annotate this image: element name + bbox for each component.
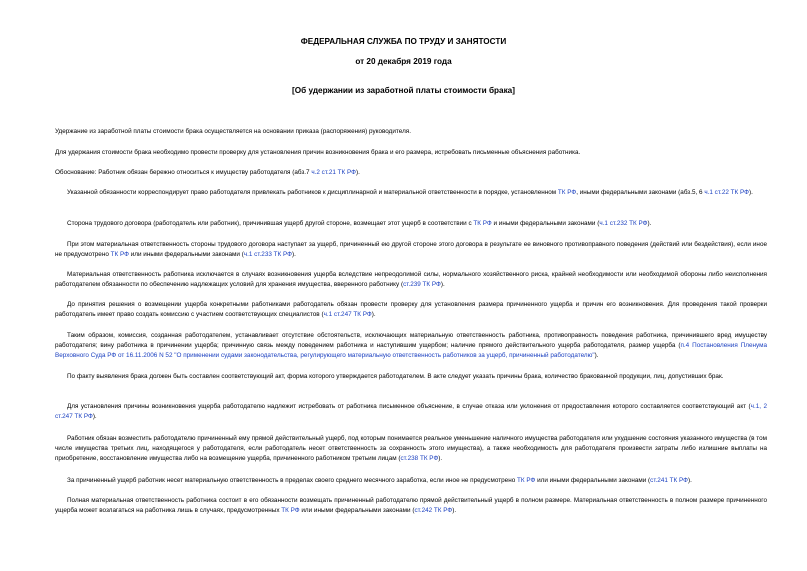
paragraph-text: Обоснование: Работник обязан бережно относиться к имуществу работодателя (абз.7 bbox=[55, 169, 312, 176]
paragraph-text: ). bbox=[440, 281, 445, 289]
paragraph-text: или иными федеральными законами ( bbox=[535, 477, 651, 484]
paragraph-text: Сторона трудового договора (работодатель или работник), причинившая ущерб другой стороне, возмещает этот ущерб в соответствии с bbox=[67, 220, 474, 227]
paragraph-text: ). bbox=[92, 413, 97, 421]
paragraph bbox=[55, 219, 767, 229]
paragraph-text: или иными федеральными законами ( bbox=[128, 251, 244, 259]
paragraph-text: ). bbox=[291, 251, 296, 259]
legal-reference-link[interactable]: ч.2 ст.21 ТК РФ bbox=[311, 169, 356, 176]
paragraph-text: ). bbox=[748, 189, 753, 196]
paragraph-text: ). bbox=[594, 352, 599, 360]
paragraph bbox=[55, 402, 767, 422]
paragraph bbox=[55, 331, 767, 362]
paragraph-text: ). bbox=[687, 477, 692, 484]
legal-reference-link[interactable]: ТК РФ bbox=[281, 507, 300, 515]
legal-reference-link[interactable]: ст.242 ТК РФ bbox=[414, 507, 453, 515]
legal-reference-link[interactable]: ст.241 ТК РФ bbox=[650, 477, 688, 484]
agency-title: ФЕДЕРАЛЬНАЯ СЛУЖБА ПО ТРУДУ И ЗАНЯТОСТИ bbox=[300, 37, 507, 46]
paragraph bbox=[55, 300, 767, 320]
paragraph bbox=[55, 168, 767, 178]
legal-reference-link[interactable]: ТК РФ bbox=[557, 189, 577, 196]
paragraph-text: ). bbox=[371, 311, 376, 319]
legal-reference-link[interactable]: ТК РФ bbox=[516, 477, 536, 484]
paragraph-text: За причиненный ущерб работник несет материальную ответственность в пределах своего среднего месячного заработка, если иное не предусмотрено bbox=[67, 477, 517, 484]
legal-reference-link[interactable]: ст.238 ТК РФ bbox=[400, 455, 439, 463]
paragraph-text: Полная материальная ответственность работника состоит в его обязанности возмещать причиненный работодателю прямой действительный ущерб в полном размере. Материальная ответственность в полном размере причиненного ущерба может возлагаться на работника лишь в случаях, предусмотренных bbox=[55, 497, 767, 515]
document-date: от 20 декабря 2019 года bbox=[355, 57, 452, 66]
paragraph bbox=[55, 476, 767, 486]
legal-reference-link[interactable]: ТК РФ bbox=[473, 220, 492, 227]
paragraph-text: ). bbox=[355, 169, 360, 176]
paragraph-text: и иными федеральными законами ( bbox=[491, 220, 600, 227]
paragraph-text: До принятия решения о возмещении ущерба конкретными работниками работодатель обязан провести проверку для установления размера причиненного ущерба и причин его возникновения. Для проведения такой проверки работодатель имеет право создать комиссию с участием соответствующих специалистов ( bbox=[55, 301, 767, 319]
paragraph-text: или иными федеральными законами ( bbox=[299, 507, 415, 515]
legal-reference-link[interactable]: ч.1, 2 ст.247 ТК РФ bbox=[55, 403, 768, 421]
legal-reference-link[interactable]: ч.1 ст.233 ТК РФ bbox=[243, 251, 292, 259]
paragraph-text: Указанной обязанности корреспондирует право работодателя привлекать работников к дисциплинарной и материальной ответственности в порядке, установленном bbox=[67, 189, 558, 196]
paragraph-text: При этом материальная ответственность стороны трудового договора наступает за ущерб, причиненный ею другой стороне этого договора в результате ее виновного противоправного поведения (действий или бездействия), если иное не предусмотрено bbox=[55, 241, 767, 259]
paragraph-text: Удержание из заработной платы стоимости брака осуществляется на основании приказа (распоряжения) руководителя. bbox=[55, 128, 411, 135]
legal-reference-link[interactable]: ТК РФ bbox=[110, 251, 129, 259]
paragraph bbox=[55, 372, 767, 382]
legal-reference-link[interactable]: ст.239 ТК РФ bbox=[403, 281, 441, 289]
paragraph bbox=[55, 434, 767, 465]
paragraph bbox=[55, 188, 767, 198]
paragraph bbox=[55, 240, 767, 260]
document-title: [Об удержании из заработной платы стоимости брака] bbox=[292, 86, 515, 95]
paragraph-text: Таким образом, комиссия, созданная работодателем, устанавливает отсутствие обстоятельств, исключающих материальную ответственность работника, противоправность поведения работника, причинившего вред имуществу работодателя; вину работника в причинении ущерба; причинную связь между поведением работника и наступившим ущербом; наличие прямого действительного ущерба работодателя, размер ущерба ( bbox=[55, 332, 767, 350]
legal-reference-link[interactable]: ч.1 ст.22 ТК РФ bbox=[704, 189, 749, 196]
paragraph-text: ). bbox=[647, 220, 652, 227]
legal-reference-link[interactable]: ч.1 ст.232 ТК РФ bbox=[599, 220, 648, 227]
paragraph bbox=[55, 496, 767, 516]
paragraph-text: Материальная ответственность работника исключается в случаях возникновения ущерба вследствие непреодолимой силы, нормального хозяйственного риска, крайней необходимости или необходимой обороны либо неисполнения работодателем обязанности по обеспечению надлежащих условий для хранения имущества, вверенного работнику ( bbox=[55, 271, 767, 289]
paragraph-text: Работник обязан возместить работодателю причиненный ему прямой действительный ущерб, под которым понимается реальное уменьшение наличного имущества работодателя или ухудшение состояния указанного имущества (в том числе имущества третьих лиц, находящегося у работодателя, если работодатель несет ответственность за сохранность этого имущества), а также необходимость для работодателя произвести затраты либо излишние выплаты на приобретение, восстановление имущества либо на возмещение ущерба, причиненного работником третьим лицам ( bbox=[55, 435, 767, 463]
paragraph-text: Для установления причины возникновения ущерба работодателю надлежит истребовать от работника письменное объяснение, в случае отказа или уклонения от предоставления которого составляется соответствующий акт ( bbox=[67, 403, 751, 410]
paragraph-text: Для удержания стоимости брака необходимо провести проверку для установления причин возникновения брака и его размера, истребовать письменные объяснения работника. bbox=[55, 149, 581, 156]
paragraph-text: По факту выявления брака должен быть составлен соответствующий акт, форма которого утверждается работодателем. В акте следует указать причины брака, количество бракованной продукции, лиц, допустивших брак. bbox=[67, 373, 724, 380]
legal-reference-link[interactable]: ч.1 ст.247 ТК РФ bbox=[323, 311, 372, 319]
paragraph bbox=[55, 148, 767, 158]
paragraph bbox=[55, 270, 767, 290]
legal-reference-link[interactable]: п.4 Постановления Пленума Верховного Суда РФ от 16.11.2006 N 52 "О применении судами законодательства, регулирующего материальную ответственность работников за ущерб, причиненный работодателю" bbox=[55, 342, 767, 360]
paragraph-text: ). bbox=[438, 455, 443, 463]
paragraph-text: ). bbox=[452, 507, 457, 515]
paragraph bbox=[55, 127, 767, 137]
paragraph-text: , иными федеральными законами (абз.5, 6 bbox=[576, 189, 705, 196]
